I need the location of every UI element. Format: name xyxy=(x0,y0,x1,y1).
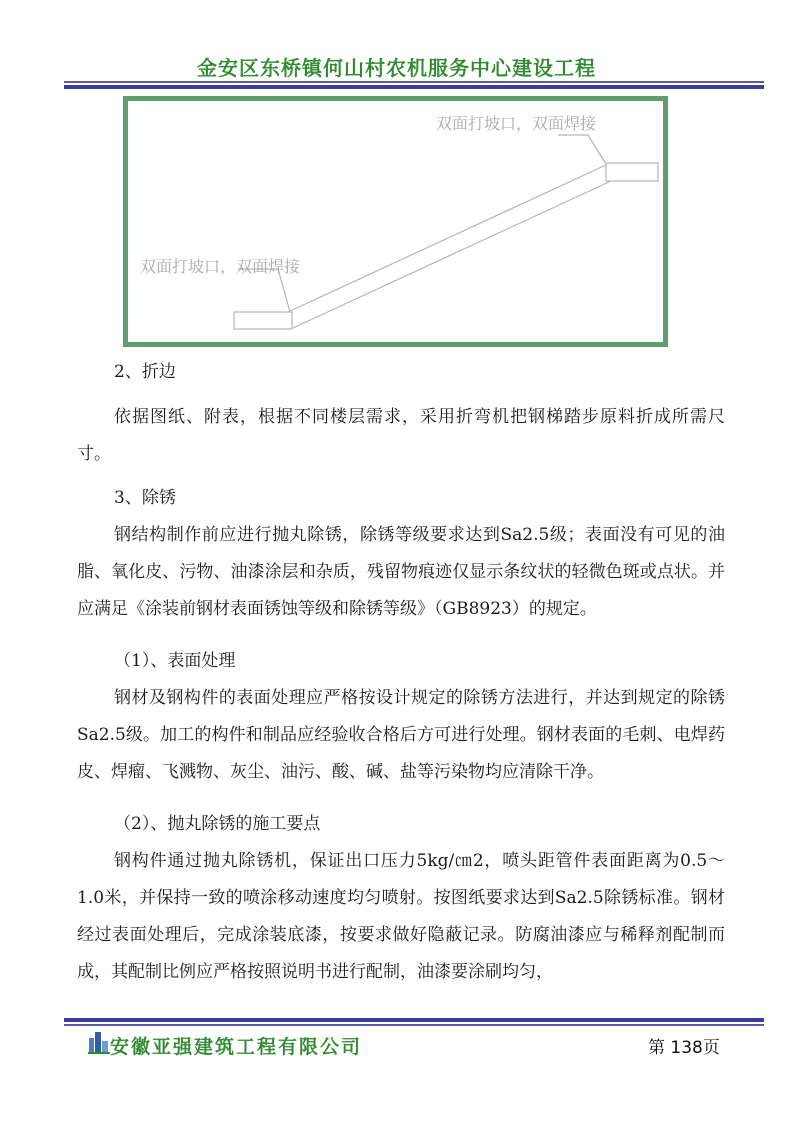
paragraph-folding: 依据图纸、附表，根据不同楼层需求，采用折弯机把钢梯踏步原料折成所需尺寸。 xyxy=(77,407,725,464)
company-building-logo-icon xyxy=(88,1030,110,1054)
page-header-title: 金安区东桥镇何山村农机服务中心建设工程 xyxy=(197,56,596,80)
section-heading-derusting: 3、除锈 xyxy=(114,488,176,508)
top-leader-line xyxy=(558,135,606,164)
stair-stringer-bottom-line xyxy=(293,181,611,328)
paragraph-shot-blasting: 钢构件通过抛丸除锈机，保证出口压力5kg/㎝2，喷头距管件表面距离为0.5～1.0米，并保持一致的喷涂移动速度均匀喷射。按图纸要求达到Sa2.5除锈标准。钢材经过表面处理后，完成涂装底漆，按要求做好隐蔽记录。防腐油漆应与稀释剂配制而成，其配制比例应严格按照说明书进行配制，油漆要涂刷均匀， xyxy=(77,851,725,982)
page-number: 第 138页 xyxy=(648,1038,720,1058)
paragraph-derusting: 钢结构制作前应进行抛丸除锈，除锈等级要求达到Sa2.5级；表面没有可见的油脂、氧化皮、污物、油漆涂层和杂质，残留物痕迹仅显示条纹状的轻微色斑或点状。并应满足《涂装前钢材表面锈蚀等级和除锈等级》（GB8923）的规定。 xyxy=(77,525,725,619)
stair-welding-diagram xyxy=(123,96,668,347)
footer-company-name: 安徽亚强建筑工程有限公司 xyxy=(110,1036,363,1058)
bottom-end-plate xyxy=(234,312,292,329)
header-rule-thick xyxy=(64,85,764,89)
top-weld-annotation: 双面打坡口，双面焊接 xyxy=(436,114,597,133)
subheading-surface-treatment: （1）、表面处理 xyxy=(114,651,236,671)
top-end-plate xyxy=(606,163,658,181)
paragraph-surface-treatment: 钢材及钢构件的表面处理应严格按设计规定的除锈方法进行，并达到规定的除锈 Sa2.5级。加工的构件和制品应经验收合格后方可进行处理。钢材表面的毛刺、电焊药皮、焊瘤、飞溅物、灰尘、油污、酸、碱、盐等污染物均应清除干净。 xyxy=(77,688,725,782)
subheading-shot-blasting: （2）、抛丸除锈的施工要点 xyxy=(114,814,321,834)
bottom-weld-annotation: 双面打坡口，双面焊接 xyxy=(140,257,301,276)
section-heading-folding: 2、折边 xyxy=(114,362,176,382)
footer-rule-thick xyxy=(64,1018,764,1022)
header-rule-thin xyxy=(64,81,764,83)
stair-diagram-svg xyxy=(128,101,663,342)
footer-rule-thin xyxy=(64,1024,764,1026)
stair-stringer-top-line xyxy=(288,165,606,312)
